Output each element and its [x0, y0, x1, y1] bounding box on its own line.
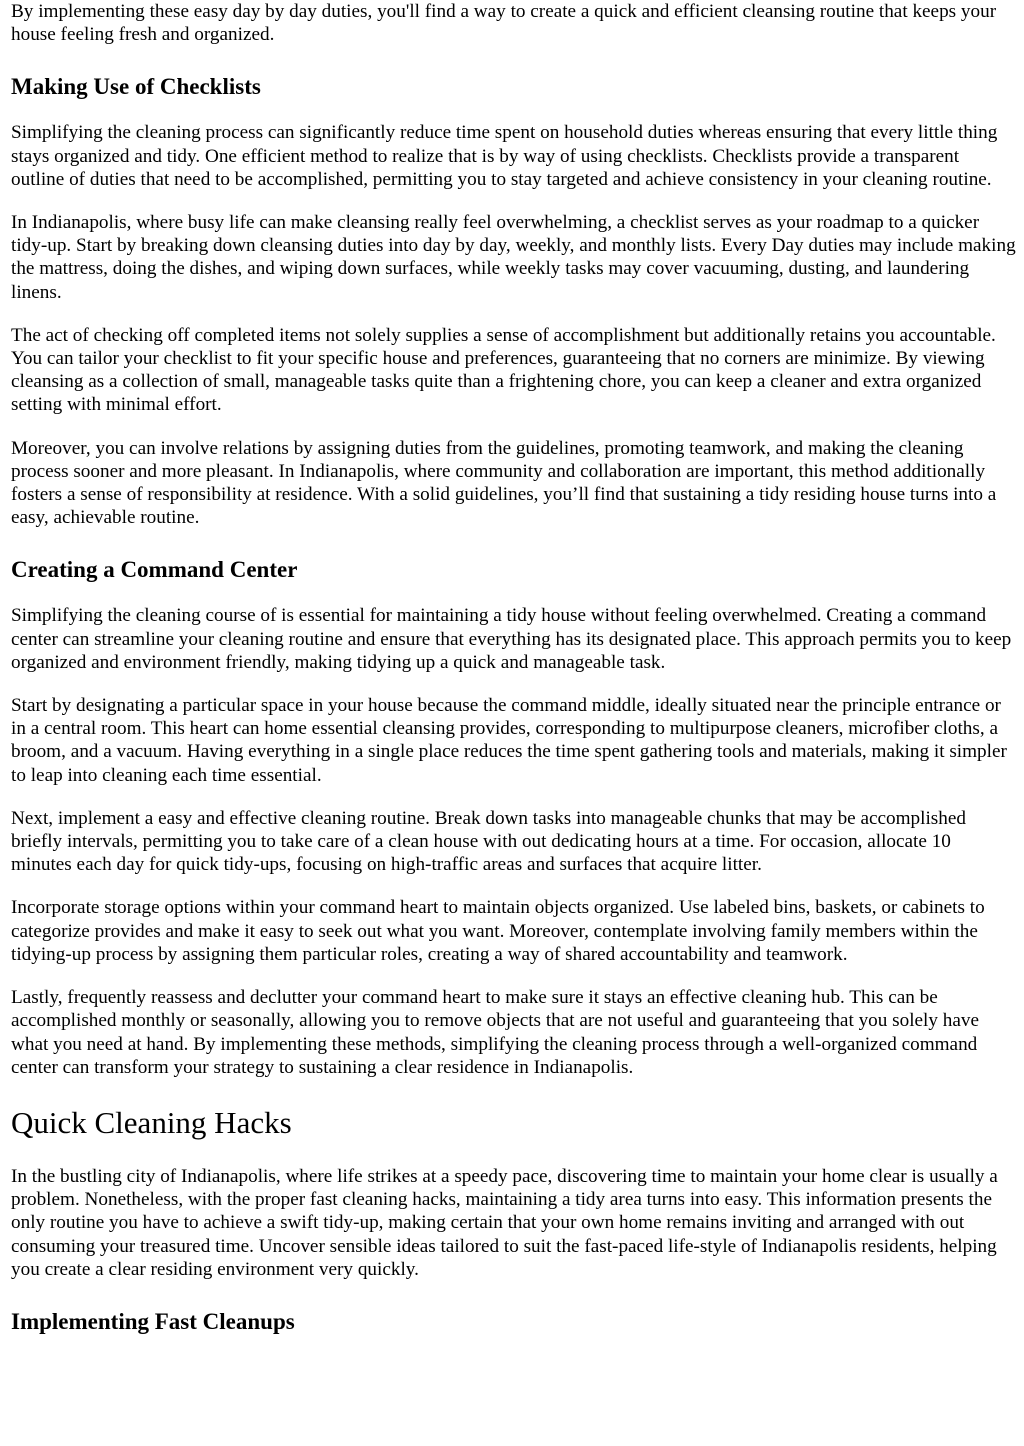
command-center-paragraph-1: Simplifying the cleaning course of is essential for maintaining a tidy house without feeling overwhelmed. Creating a command center can streamline your cleaning routine and ensure that everything has its designated place. This approach permits you to keep organized and environment friendly, making tidying up a quick and manageable task. — [11, 605, 1012, 673]
command-center-paragraph-2: Start by designating a particular space in your house because the command middle, ideally situated near the principle entrance or in a central room. This heart can home essential cleansing provides, corresponding to multipurpose cleaners, microfiber cloths, a broom, and a vacuum. Having everything in a single place reduces the time spent gathering tools and materials, making it simpler to leap into cleaning each time essential. — [11, 695, 1007, 786]
quick-hacks-paragraph-1: In the bustling city of Indianapolis, where life strikes at a speedy pace, discovering time to maintain your home clear is usually a problem. Nonetheless, with the proper fast cleaning hacks, maintaining a tidy area turns into easy. This information presents the only routine you have to achieve a swift tidy-up, making certain that your own home remains inviting and arranged with out consuming your treasured time. Uncover sensible ideas tailored to suit the fast-paced life-style of Indianapolis residents, helping you create a clear residing environment very quickly. — [11, 1165, 998, 1280]
section-heading-fast-cleanups: Implementing Fast Cleanups — [11, 1308, 295, 1334]
checklists-paragraph-4: Moreover, you can involve relations by assigning duties from the guidelines, promoting teamwork, and making the cleaning process sooner and more pleasant. In Indianapolis, where community and collaboration are important, this method additionally fosters a sense of responsibility at residence. With a solid guidelines, you’ll find that sustaining a tidy residing house turns into a easy, achievable routine. — [11, 437, 997, 529]
checklists-paragraph-2: In Indianapolis, where busy life can make cleansing really feel overwhelming, a checklist serves as your roadmap to a quicker tidy-up. Start by breaking down cleansing duties into day by day, weekly, and monthly lists. Every Day duties may include making the mattress, doing the dishes, and wiping down surfaces, while weekly tasks may cover vacuuming, dusting, and laundering linens. — [11, 212, 1016, 303]
command-center-paragraph-4: Incorporate storage options within your command heart to maintain objects organized. Use labeled bins, baskets, or cabinets to categorize provides and make it easy to seek out what you want. Moreover, contemplate involving family members within the tidying-up process by assigning them particular roles, creating a way of shared accountability and teamwork. — [11, 897, 985, 965]
section-heading-command-center: Creating a Command Center — [11, 557, 298, 583]
section-heading-checklists: Making Use of Checklists — [11, 74, 261, 100]
command-center-paragraph-5: Lastly, frequently reassess and declutter your command heart to make sure it stays an effective cleaning hub. This can be accomplished monthly or seasonally, allowing you to remove objects that are not useful and guaranteeing that you solely have what you need at hand. By implementing these methods, simplifying the cleaning process through a well-organized command center can transform your strategy to sustaining a clear residence in Indianapolis. — [11, 987, 979, 1078]
checklists-paragraph-3: The act of checking off completed items not solely supplies a sense of accomplishment but additionally retains you accountable. You can tailor your checklist to fit your specific house and preferences, guaranteeing that no corners are minimize. By viewing cleansing as a collection of small, manageable tasks quite than a frightening chore, you can keep a cleaner and extra organized setting with minimal effort. — [11, 324, 996, 416]
section-heading-quick-hacks: Quick Cleaning Hacks — [11, 1104, 292, 1140]
checklists-paragraph-1: Simplifying the cleaning process can significantly reduce time spent on household duties whereas ensuring that every little thing stays organized and tidy. One efficient method to realize that is by way of using checklists. Checklists provide a transparent outline of duties that need to be accomplished, permitting you to stay targeted and achieve consistency in your cleaning routine. — [11, 122, 998, 190]
command-center-paragraph-3: Next, implement a easy and effective cleaning routine. Break down tasks into manageable chunks that may be accomplished briefly intervals, permitting you to take care of a clean house with out dedicating hours at a time. For occasion, allocate 10 minutes each day for quick tidy-ups, focusing on high-traffic areas and surfaces that acquire litter. — [11, 807, 966, 876]
intro-paragraph: By implementing these easy day by day duties, you'll find a way to create a quick and efficient cleansing routine that keeps your house feeling fresh and organized. — [11, 1, 997, 46]
